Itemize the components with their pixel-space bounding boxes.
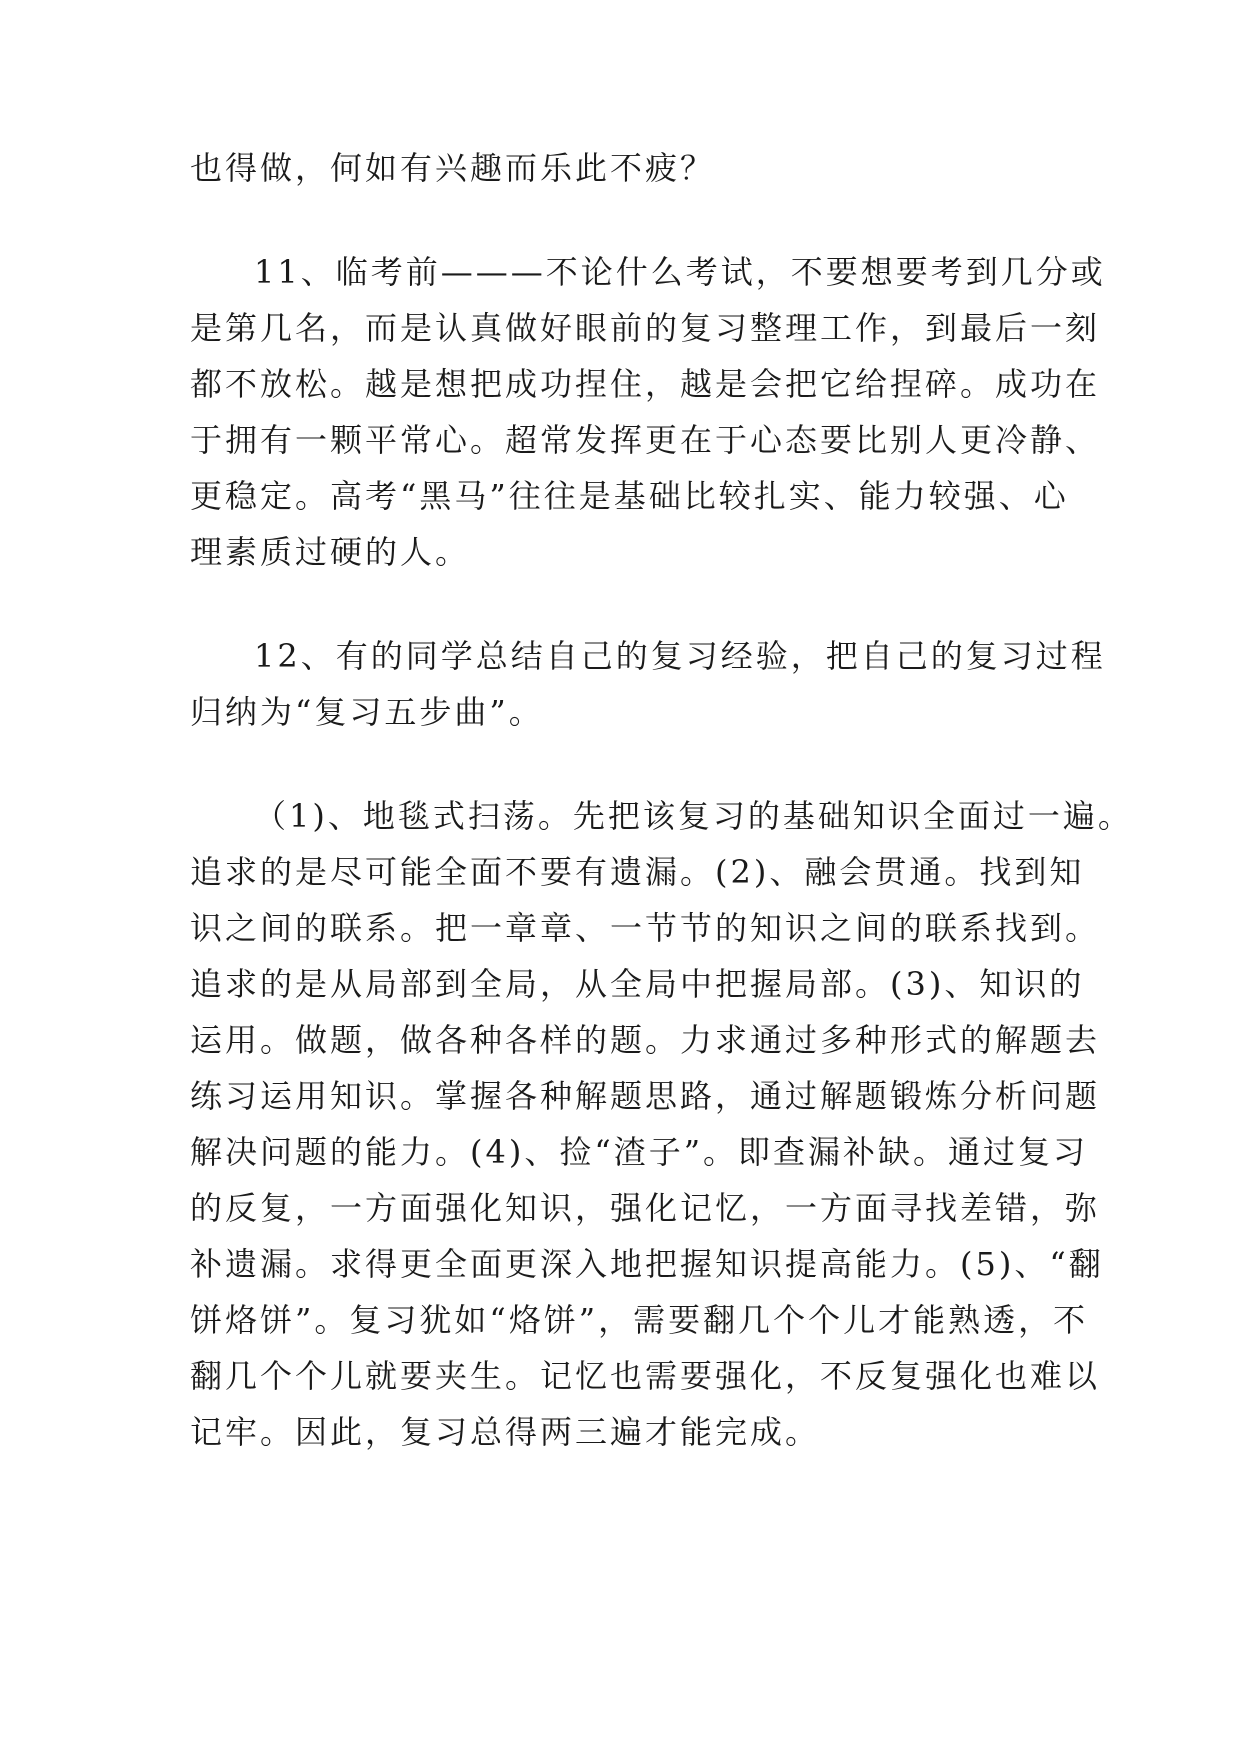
paragraph-line: 12、有的同学总结自己的复习经验，把自己的复习过程 — [254, 637, 1106, 675]
paragraph-line: 饼烙饼”。复习犹如“烙饼”，需要翻几个个儿才能熟透，不 — [190, 1301, 1089, 1339]
paragraph-line: 理素质过硬的人。 — [190, 533, 471, 571]
paragraph-line: 更稳定。高考“黑马”往往是基础比较扎实、能力较强、心 — [190, 477, 1069, 515]
paragraph-line: 追求的是从局部到全局，从全局中把握局部。(3)、知识的 — [190, 965, 1085, 1003]
paragraph-line: （1)、地毯式扫荡。先把该复习的基础知识全面过一遍。 — [254, 797, 1133, 835]
paragraph-line: 记牢。因此，复习总得两三遍才能完成。 — [190, 1413, 821, 1451]
paragraph-line: 识之间的联系。把一章章、一节节的知识之间的联系找到。 — [190, 909, 1101, 947]
paragraph-line: 归纳为“复习五步曲”。 — [190, 693, 544, 731]
paragraph-line: 于拥有一颗平常心。超常发挥更在于心态要比别人更冷静、 — [190, 421, 1101, 459]
paragraph-line: 追求的是尽可能全面不要有遗漏。(2)、融会贯通。找到知 — [190, 853, 1085, 891]
paragraph-line: 练习运用知识。掌握各种解题思路，通过解题锻炼分析问题 — [190, 1077, 1101, 1115]
paragraph-line: 11、临考前———不论什么考试，不要想要考到几分或 — [254, 253, 1106, 291]
paragraph-line: 都不放松。越是想把成功捏住，越是会把它给捏碎。成功在 — [190, 365, 1101, 403]
paragraph-line: 补遗漏。求得更全面更深入地把握知识提高能力。(5)、“翻 — [190, 1245, 1104, 1283]
paragraph-line: 的反复，一方面强化知识，强化记忆，一方面寻找差错，弥 — [190, 1189, 1101, 1227]
paragraph-line: 翻几个个儿就要夹生。记忆也需要强化，不反复强化也难以 — [190, 1357, 1101, 1395]
paragraph-line: 是第几名，而是认真做好眼前的复习整理工作，到最后一刻 — [190, 309, 1101, 347]
paragraph-line: 运用。做题，做各种各样的题。力求通过多种形式的解题去 — [190, 1021, 1101, 1059]
paragraph-line: 解决问题的能力。(4)、捡“渣子”。即查漏补缺。通过复习 — [190, 1133, 1089, 1171]
paragraph-line: 也得做，何如有兴趣而乐此不疲？ — [190, 149, 716, 187]
